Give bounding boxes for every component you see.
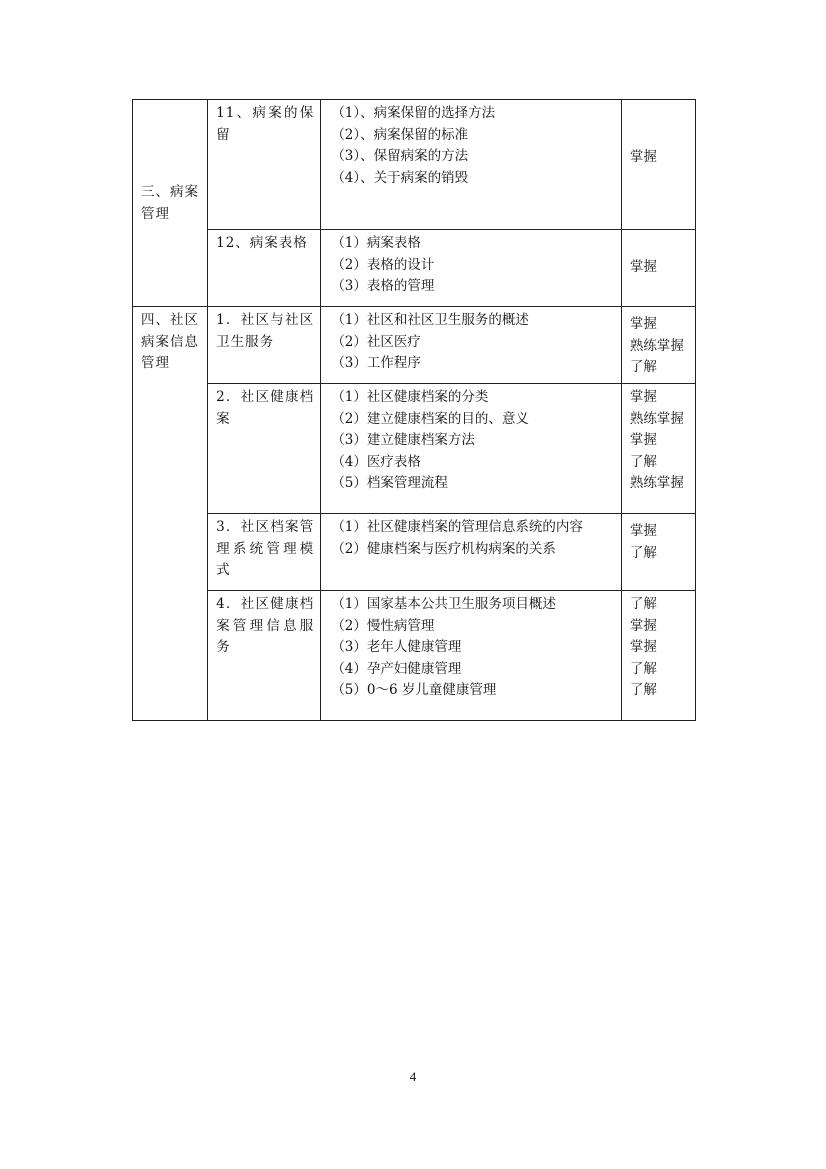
level-item: 掌握 xyxy=(629,148,657,165)
level-item: 掌握 xyxy=(629,617,657,634)
content-item: （2）社区医疗 xyxy=(331,333,421,350)
topic-label: 4．社区健康档案管理信息服务 xyxy=(216,596,315,656)
content-item: （1）社区和社区卫生服务的概述 xyxy=(331,312,529,328)
content-cell xyxy=(321,514,622,591)
level-cell xyxy=(621,514,695,591)
level-item: 熟练掌握 xyxy=(629,475,684,492)
page-number: 4 xyxy=(409,1069,417,1084)
level-item: 了解 xyxy=(629,596,657,612)
content-item: （4）、关于病案的销毁 xyxy=(331,169,469,186)
content-item: （2）健康档案与医疗机构病案的关系 xyxy=(331,540,556,557)
syllabus-table xyxy=(132,99,696,721)
level-item: 熟练掌握 xyxy=(629,337,684,354)
topic-label: 1．社区与社区卫生服务 xyxy=(216,312,315,350)
level-item: 了解 xyxy=(629,453,657,470)
topic-label: 11、病案的保留 xyxy=(216,105,315,143)
content-item: （3）建立健康档案方法 xyxy=(331,432,475,449)
level-item: 掌握 xyxy=(629,639,657,656)
level-item: 了解 xyxy=(629,682,657,699)
content-item: （3）、保留病案的方法 xyxy=(331,148,469,165)
content-item: （1）社区健康档案的分类 xyxy=(331,389,489,405)
table-row xyxy=(133,514,696,591)
level-item: 熟练掌握 xyxy=(629,410,684,427)
topic-label: 12、病案表格 xyxy=(216,235,308,251)
level-item: 掌握 xyxy=(629,432,657,449)
section-label: 四、社区病案信息管理 xyxy=(141,312,199,372)
content-item: （3）老年人健康管理 xyxy=(331,639,462,656)
level-item: 掌握 xyxy=(629,389,657,405)
level-cell xyxy=(621,307,695,384)
topic-label: 3．社区档案管理系统管理模式 xyxy=(216,519,315,579)
section-cell xyxy=(133,307,208,721)
topic-cell xyxy=(208,230,321,307)
level-cell xyxy=(621,100,695,230)
content-item: （3）工作程序 xyxy=(331,355,421,372)
topic-cell xyxy=(208,591,321,721)
section-cell xyxy=(133,100,208,307)
content-item: （2）慢性病管理 xyxy=(331,617,435,634)
topic-cell xyxy=(208,384,321,514)
topic-cell xyxy=(208,514,321,591)
table-row xyxy=(133,230,696,307)
level-cell xyxy=(621,591,695,721)
content-cell xyxy=(321,591,622,721)
topic-label: 2．社区健康档案 xyxy=(216,389,315,427)
section-label: 三、病案管理 xyxy=(141,184,199,222)
content-item: （2）建立健康档案的目的、意义 xyxy=(331,410,529,427)
level-item: 了解 xyxy=(629,359,657,376)
level-cell xyxy=(621,230,695,307)
content-item: （1）病案表格 xyxy=(331,235,421,251)
content-cell xyxy=(321,230,622,307)
table-row xyxy=(133,591,696,721)
level-cell xyxy=(621,384,695,514)
content-item: （4）医疗表格 xyxy=(331,453,421,470)
content-item: （1）、病案保留的选择方法 xyxy=(331,105,496,121)
content-item: （1）社区健康档案的管理信息系统的内容 xyxy=(331,519,583,535)
content-item: （5）档案管理流程 xyxy=(331,475,448,492)
level-item: 掌握 xyxy=(629,523,657,539)
content-cell xyxy=(321,100,622,230)
content-item: （1）国家基本公共卫生服务项目概述 xyxy=(331,596,556,612)
content-item: （5）0～6 岁儿童健康管理 xyxy=(331,682,497,699)
table-row xyxy=(133,384,696,514)
level-item: 了解 xyxy=(629,660,657,677)
content-item: （3）表格的管理 xyxy=(331,278,435,295)
table-row xyxy=(133,307,696,384)
level-item: 掌握 xyxy=(629,259,657,276)
level-item: 掌握 xyxy=(629,316,657,332)
topic-cell xyxy=(208,307,321,384)
content-cell xyxy=(321,307,622,384)
topic-cell xyxy=(208,100,321,230)
content-item: （2）表格的设计 xyxy=(331,256,435,273)
content-cell xyxy=(321,384,622,514)
content-item: （2）、病案保留的标准 xyxy=(331,126,469,143)
level-item: 了解 xyxy=(629,544,657,561)
table-row xyxy=(133,100,696,230)
content-item: （4）孕产妇健康管理 xyxy=(331,660,462,677)
